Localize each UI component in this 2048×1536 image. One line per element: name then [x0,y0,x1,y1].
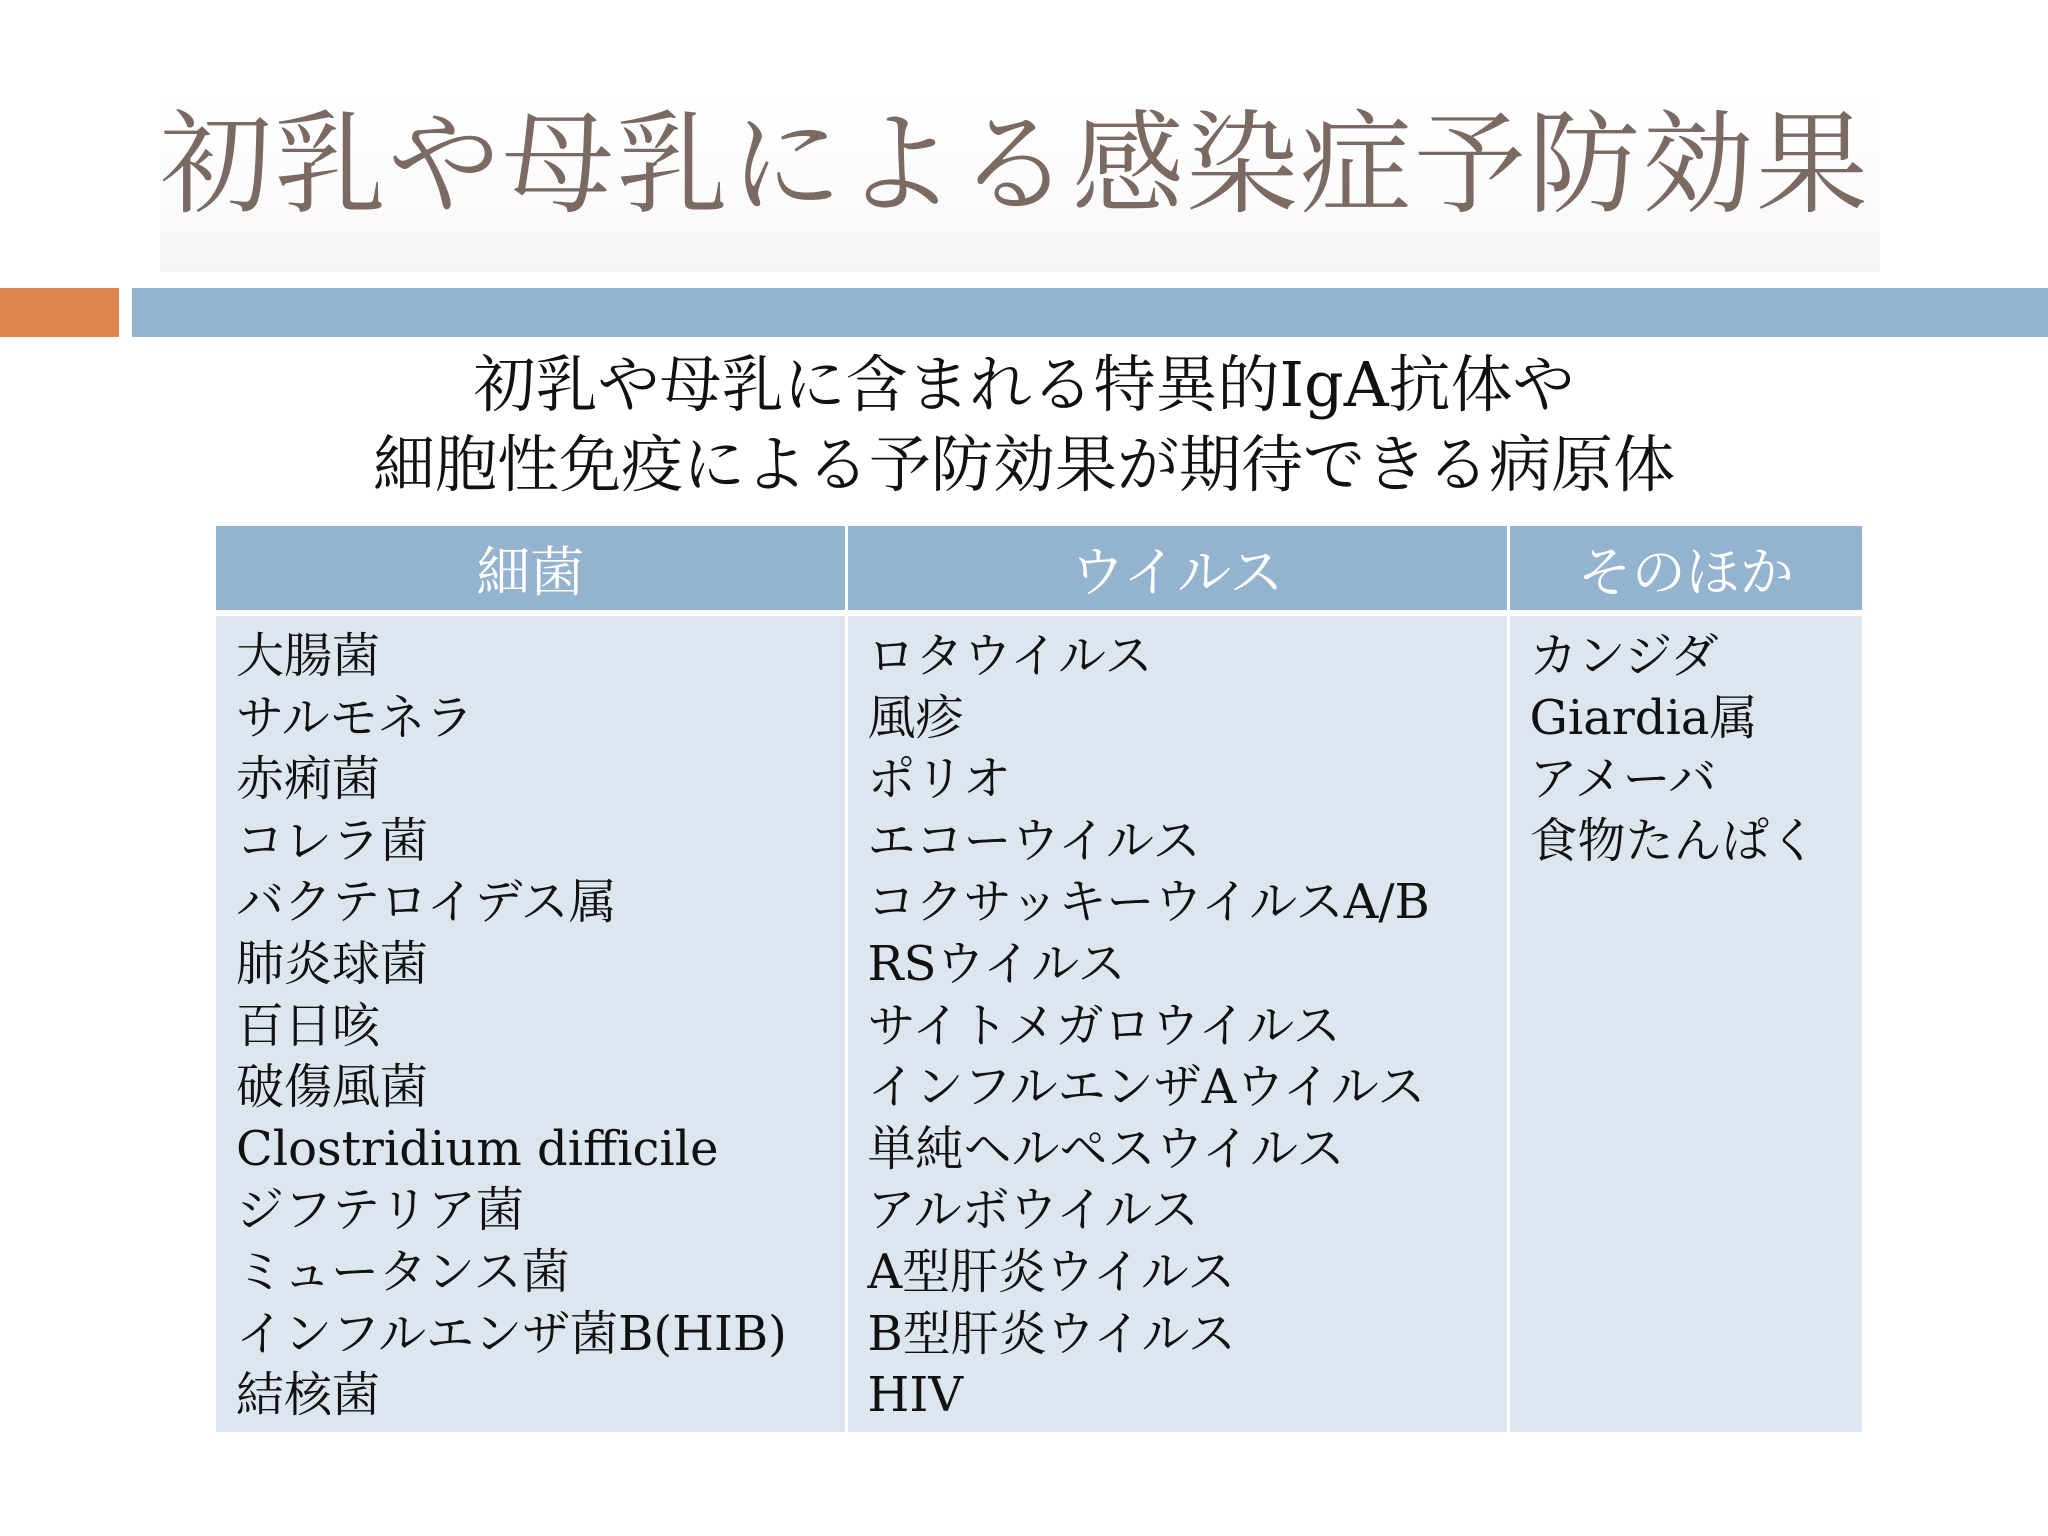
list-item: エコーウイルス [867,812,1201,869]
list-item: バクテロイデス属 [236,874,617,931]
accent-bar-blue [132,288,2048,337]
list-item: RSウイルス [867,935,1126,992]
header-viruses: ウイルス [846,526,1508,613]
list-item: 食物たんぱく [1529,812,1818,869]
others-cell [1508,613,1862,1432]
list-item: 百日咳 [236,997,381,1054]
list-item: 風疹 [867,689,964,746]
list-item: ポリオ [867,751,1012,808]
list-item: サイトメガロウイルス [867,997,1341,1054]
accent-bar-orange [0,288,119,337]
list-item: B型肝炎ウイルス [867,1305,1236,1362]
list-item: 大腸菌 [236,628,381,684]
subtitle-line-1: 初乳や母乳に含まれる特異的IgA抗体や [473,348,1575,421]
header-bacteria: 細菌 [216,526,846,613]
list-item: アルボウイルス [867,1182,1199,1239]
table-body-row [216,613,1862,1432]
list-item: 単純ヘルペスウイルス [867,1120,1345,1177]
viruses-list [868,626,1507,1427]
viruses-cell [846,613,1508,1432]
list-item: サルモネラ [236,689,474,746]
list-item: Giardia属 [1529,689,1758,746]
bacteria-list [236,626,845,1427]
subtitle-line-2: 細胞性免疫による予防効果が期待できる病原体 [372,428,1675,501]
list-item: 肺炎球菌 [236,935,429,992]
list-item: コクサッキーウイルスA/B [867,874,1430,931]
list-item: ロタウイルス [867,628,1153,684]
pathogen-table [216,526,1862,1432]
list-item: 破傷風菌 [236,1059,429,1116]
list-item: コレラ菌 [236,812,429,869]
list-item: ミュータンス菌 [236,1243,570,1300]
list-item: インフルエンザAウイルス [867,1059,1426,1116]
subtitle [100,345,1948,505]
table-header-row [216,526,1862,613]
list-item: 結核菌 [236,1367,381,1424]
others-list [1530,626,1863,872]
list-item: Clostridium difficile [236,1120,719,1177]
list-item: ジフテリア菌 [236,1182,525,1239]
list-item: カンジダ [1529,628,1719,684]
header-others: そのほか [1508,526,1862,613]
list-item: インフルエンザ菌B(HIB) [236,1305,787,1362]
slide-title: 初乳や母乳による感染症予防効果 [160,100,1870,230]
pathogen-table-container [216,526,1862,1432]
list-item: 赤痢菌 [236,751,381,808]
bacteria-cell [216,613,846,1432]
list-item: A型肝炎ウイルス [867,1243,1236,1300]
list-item: HIV [867,1367,963,1424]
list-item: アメーバ [1529,751,1717,808]
